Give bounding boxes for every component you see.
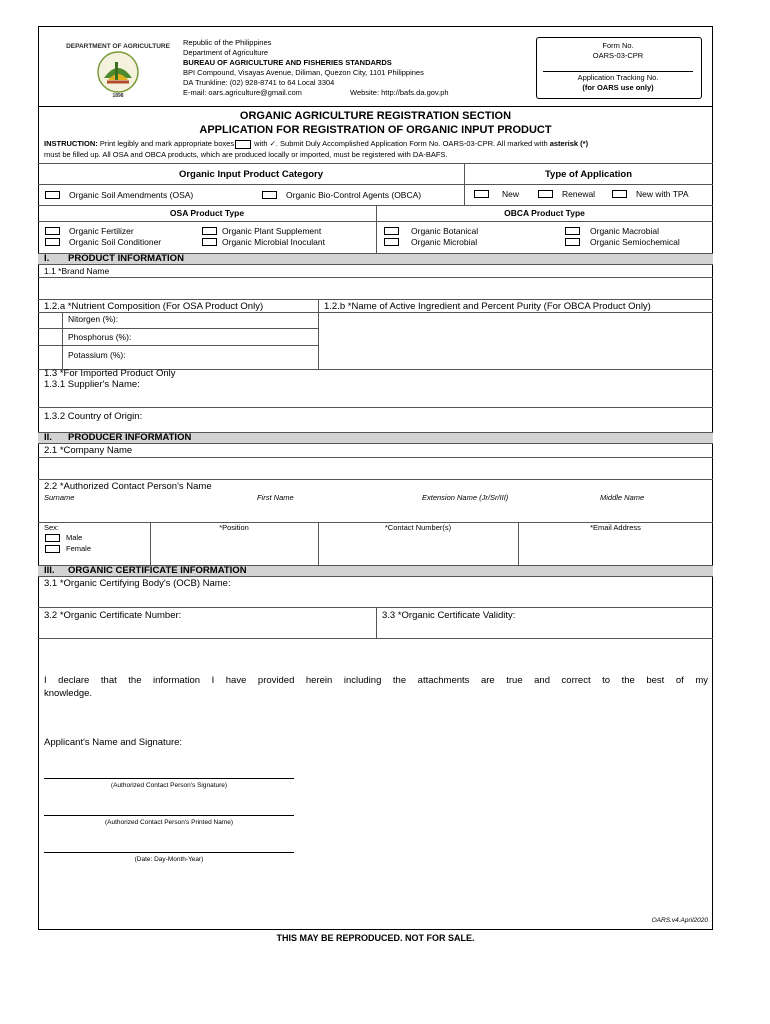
obca-checkbox[interactable] [262,191,277,199]
macrobial-checkbox[interactable] [565,227,580,235]
surname-label: Surname [44,493,75,502]
form-no-label: Form No. [602,41,634,50]
category-title: Organic Input Product Category [178,169,324,180]
new-tpa-label: New with TPA [636,189,689,199]
extension-name-label: Extension Name (Jr/Sr/III) [422,493,509,502]
instruction-asterisk: asterisk (*) [549,139,589,148]
male-label: Male [66,533,83,542]
semiochemical-label: Organic Semiochemical [590,237,680,247]
conditioner-label: Organic Soil Conditioner [69,237,162,247]
date-caption: (Date: Day-Month-Year) [134,856,204,863]
potassium-label: Potassium (%): [68,350,126,360]
osa-label: Organic Soil Amendments (OSA) [69,190,194,200]
renewal-checkbox[interactable] [538,190,553,198]
inoculant-checkbox[interactable] [202,238,217,246]
supplement-checkbox[interactable] [202,227,217,235]
declaration-text: I declare that the information I have provided herein including the attachments are true and correct to the best of my [44,675,708,686]
botanical-checkbox[interactable] [384,227,399,235]
botanical-label: Organic Botanical [411,226,479,236]
da-logo [66,34,170,100]
position-field[interactable] [152,534,316,564]
title-application: APPLICATION FOR REGISTRATION OF ORGANIC INPUT PRODUCT [199,124,552,136]
logo-year: 1898 [112,93,124,99]
agency-line2: Department of Agriculture [183,48,269,57]
semiochemical-checkbox[interactable] [565,238,580,246]
section-2-title: PRODUCER INFORMATION [68,432,192,443]
female-checkbox[interactable] [45,545,60,553]
agency-email: E-mail: oars.agriculture@gmail.com [183,88,302,97]
supplement-label: Organic Plant Supplement [222,226,322,236]
male-checkbox[interactable] [45,534,60,542]
tracking-note: (for OARS use only) [582,83,654,92]
section-3-title: ORGANIC CERTIFICATE INFORMATION [68,565,247,576]
osa-checkbox[interactable] [45,191,60,199]
date-line[interactable] [44,852,294,853]
imported-label: 1.3 *For Imported Product Only [44,368,176,379]
section-1-number: I. [44,253,50,264]
cert-validity-label: 3.3 *Organic Certificate Validity: [382,610,516,621]
microbial-checkbox[interactable] [384,238,399,246]
email-label: *Email Address [590,523,641,532]
instruction-label: INSTRUCTION: [44,139,98,148]
signature-caption: (Authorized Contact Person's Signature) [110,782,228,789]
conditioner-checkbox[interactable] [45,238,60,246]
new-label: New [502,189,520,199]
first-name-label: First Name [257,493,294,502]
female-label: Female [66,544,92,553]
form-frame [38,26,713,930]
section-1-title: PRODUCT INFORMATION [68,253,184,264]
section-2-number: II. [44,432,52,443]
instruction-part1: Print legibly and mark appropriate boxes [97,139,235,148]
agency-address: BPI Compound, Visayas Avenue, Diliman, Quezon City, 1101 Philippines [183,68,424,77]
brand-name-field[interactable] [40,278,711,298]
instruction-line2: must be filled up. All OSA and OBCA products, which are produced locally or imported, must be registered with DA-BAFS. [44,150,448,159]
middle-name-label: Middle Name [600,493,645,502]
logo-text: DEPARTMENT OF AGRICULTURE [66,43,170,50]
title-section: ORGANIC AGRICULTURE REGISTRATION SECTION [239,110,512,122]
nitrogen-label: Nitorgen (%): [68,314,119,324]
form-version: OARS.v4.April2020 [651,917,708,924]
ocb-name-field[interactable] [40,590,711,606]
cert-number-label: 3.2 *Organic Certificate Number: [44,610,182,621]
contact-number-label: *Contact Number(s) [384,523,452,532]
osa-type-title: OSA Product Type [169,208,245,218]
new-tpa-checkbox[interactable] [612,190,627,198]
email-field[interactable] [520,534,711,564]
inoculant-label: Organic Microbial Inoculant [222,237,325,247]
supplier-field[interactable] [40,392,711,406]
nutrient-label: 1.2.a *Nutrient Composition (For OSA Product Only) [44,301,264,312]
new-checkbox[interactable] [474,190,489,198]
printed-name-line[interactable] [44,815,294,816]
microbial-label: Organic Microbial [411,237,478,247]
printed-name-caption: (Authorized Contact Person's Printed Name) [104,819,234,826]
contact-person-label: 2.2 *Authorized Contact Person's Name [44,481,212,492]
declaration-text-end: knowledge. [44,688,93,699]
footer-note: THIS MAY BE REPRODUCED. NOT FOR SALE. [276,933,475,943]
sample-checkbox [235,140,251,149]
app-type-title: Type of Application [544,169,633,180]
obca-label: Organic Bio-Control Agents (OBCA) [286,190,422,200]
fertilizer-checkbox[interactable] [45,227,60,235]
contact-number-field[interactable] [320,534,516,564]
tracking-label: Application Tracking No. [577,73,659,82]
cert-number-field[interactable] [40,622,374,637]
brand-name-label: 1.1 *Brand Name [44,266,110,276]
form-no: OARS-03-CPR [592,51,644,60]
agency-line3: BUREAU OF AGRICULTURE AND FISHERIES STANDARDS [183,58,392,67]
macrobial-label: Organic Macrobial [590,226,659,236]
position-label: *Position [219,523,249,532]
cert-validity-field[interactable] [378,622,711,637]
agency-line1: Republic of the Philippines [183,38,272,47]
fertilizer-label: Organic Fertilizer [69,226,134,236]
section-3-number: III. [44,565,55,576]
obca-type-title: OBCA Product Type [504,208,585,218]
sex-label: Sex: [44,523,60,532]
ocb-name-label: 3.1 *Organic Certifying Body's (OCB) Name: [44,578,231,589]
tracking-line [543,71,693,72]
contact-name-field[interactable] [40,503,711,520]
company-name-field[interactable] [40,458,711,478]
ingredient-field[interactable] [320,313,711,368]
company-name-label: 2.1 *Company Name [44,445,133,456]
signature-line[interactable] [44,778,294,779]
agency-website: Website: http://bafs.da.gov.ph [350,88,449,97]
country-label: 1.3.2 Country of Origin: [44,411,143,422]
supplier-label: 1.3.1 Supplier's Name: [44,379,140,390]
phosphorus-label: Phosphorus (%): [68,332,132,342]
instruction-part2: with ✓. Submit Duly Accomplished Application Form No. OARS-03-CPR. All marked with [252,139,550,148]
applicant-label: Applicant's Name and Signature: [44,737,183,748]
renewal-label: Renewal [562,189,596,199]
agency-trunkline: DA Trunkline: (02) 928-8741 to 64 Local 3304 [183,78,335,87]
ingredient-label: 1.2.b *Name of Active Ingredient and Percent Purity (For OBCA Product Only) [324,301,651,312]
instruction [44,138,710,160]
